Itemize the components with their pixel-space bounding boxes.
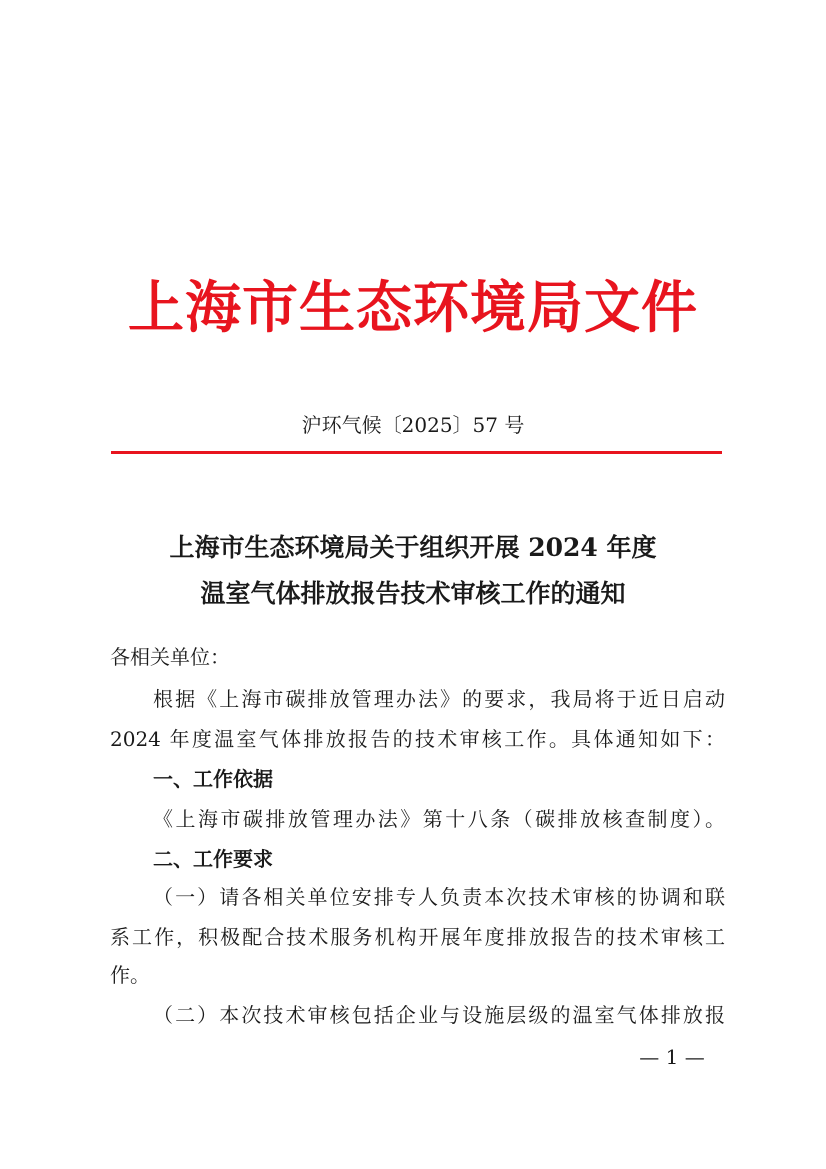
notice-title-line-2: 温室气体排放报告技术审核工作的通知 — [200, 579, 626, 608]
section-1-heading: 一、工作依据 — [153, 767, 273, 791]
item-1-line-1: （一）请各相关单位安排专人负责本次技术审核的协调和联 — [153, 885, 725, 909]
page-number: — 1 — — [639, 1045, 705, 1069]
item-1-line-2: 系工作，积极配合技术服务机构开展年度排放报告的技术审核工 — [110, 925, 725, 949]
section-2-heading: 二、工作要求 — [153, 847, 273, 871]
item-1-line-3: 作。 — [110, 963, 150, 987]
item-2-line-1: （二）本次技术审核包括企业与设施层级的温室气体排放报 — [153, 1003, 725, 1027]
salutation: 各相关单位： — [110, 645, 230, 669]
notice-title-line-1: 上海市生态环境局关于组织开展 2024 年度 — [169, 533, 657, 562]
issuer-title: 上海市生态环境局文件 — [128, 275, 698, 341]
red-divider-line — [111, 451, 722, 454]
intro-paragraph-line-2: 2024 年度温室气体排放报告的技术审核工作。具体通知如下： — [110, 727, 725, 751]
intro-paragraph-line-1: 根据《上海市碳排放管理办法》的要求，我局将于近日启动 — [153, 687, 725, 711]
section-1-text: 《上海市碳排放管理办法》第十八条（碳排放核查制度）。 — [153, 807, 725, 831]
document-number: 沪环气候〔2025〕57 号 — [301, 413, 525, 437]
